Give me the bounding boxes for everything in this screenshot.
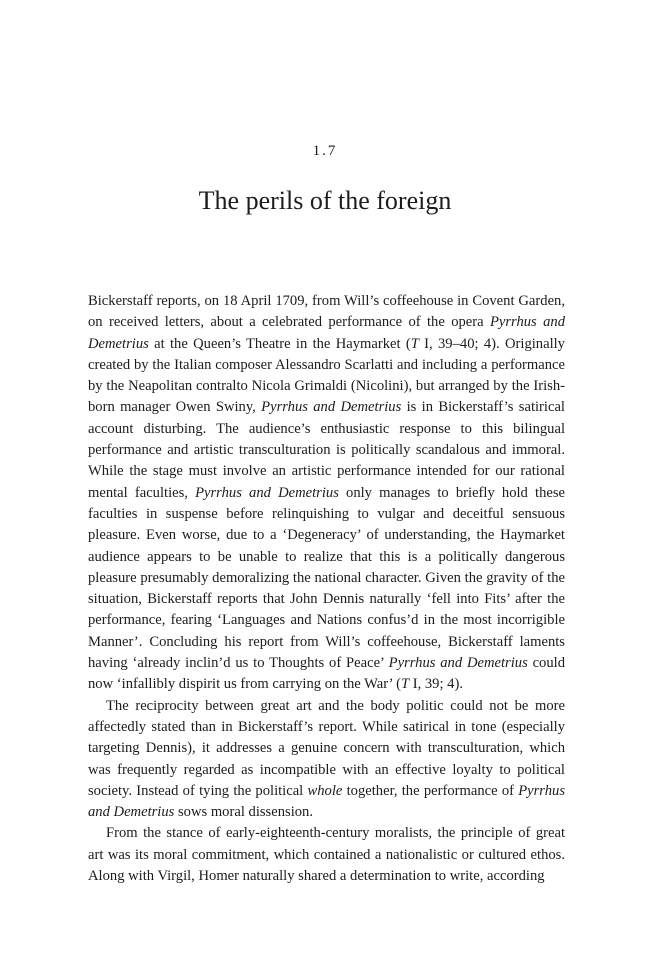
italic-text-run: Pyrrhus and Demetrius: [88, 314, 565, 352]
body-text: [88, 291, 565, 887]
text-run: From the stance of early-eighteenth-century moralists, the principle of great art was its moral commitment, which contained a nationalistic or cultured ethos. Along with Virgil, Homer naturally shared a determination to write, according: [88, 825, 565, 885]
text-run: is in Bickerstaff’s satirical account disturbing. The audience’s enthusiastic response to this bilingual performance and artistic transculturation is politically scandalous and immoral. While the stage must involve an artistic performance intended for our rational mental faculties,: [88, 399, 565, 501]
italic-text-run: Pyrrhus and Demetrius: [261, 399, 402, 416]
section-number: 1.7: [312, 143, 338, 159]
text-run: I, 39; 4).: [409, 676, 463, 693]
section-title: The perils of the foreign: [198, 186, 452, 215]
paragraph-3: [88, 823, 565, 887]
italic-text-run: Pyrrhus and Demetrius: [388, 655, 528, 672]
italic-text-run: Pyrrhus and Demetrius: [195, 484, 339, 501]
text-run: sows moral dissension.: [174, 804, 313, 821]
text-run: at the Queen’s Theatre in the Haymarket (: [148, 335, 411, 352]
paragraph-2: [88, 696, 565, 824]
italic-text-run: T: [400, 676, 410, 693]
text-run: only manages to briefly hold these faculties in suspense before relinquishing to vulgar and deceitful sensuous pleasure. Even worse, due to a ‘Degeneracy’ of understanding, the Haymarket audience appears to be unable to realize that this is a politically dangerous pleasure presumably demoralizing the national character. Given the gravity of the situation, Bickerstaff reports that John Dennis naturally ‘fell into Fits’ after the performance, fearing ‘Languages and Nations confus’d in the most incorrigible Manner’. Concluding his report from Will’s coffeehouse, Bickerstaff laments having ‘already inclin’d us to Thoughts of Peace’: [88, 484, 565, 672]
paragraph-1: [88, 291, 565, 696]
text-run: I, 39–40; 4). Originally created by the Italian composer Alessandro Scarlatti and including a performance by the Neapolitan contralto Nicola Grimaldi (Nicolini), but arranged by the Irish-born manager Owen Swiny,: [88, 335, 565, 416]
italic-text-run: Pyrrhus and Demetrius: [88, 782, 565, 821]
italic-text-run: T: [410, 335, 419, 352]
text-run: The reciprocity between great art and the body politic could not be more affectedly stated than in Bickerstaff’s report. While satirical in tone (especially targeting Dennis), it addresses a genuine concern with transculturation, which was frequently regarded as incompatible with an effective loyalty to political society. Instead of tying the political: [88, 697, 565, 799]
italic-text-run: whole: [307, 782, 343, 799]
text-run: Bickerstaff reports, on 18 April 1709, from Will’s coffeehouse in Covent Garden, on received letters, about a celebrated performance of the opera: [88, 293, 565, 331]
text-run: together, the performance of: [342, 782, 519, 799]
text-run: could now ‘infallibly dispirit us from carrying on the War’ (: [88, 655, 565, 693]
